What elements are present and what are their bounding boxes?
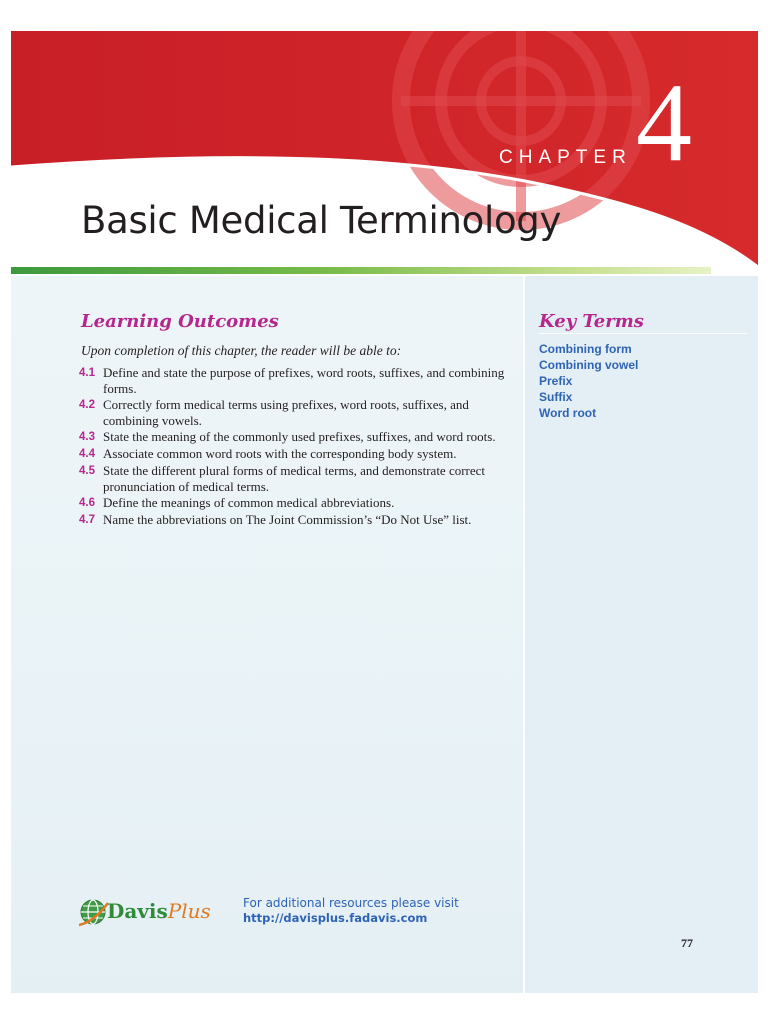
key-term: Prefix: [539, 374, 573, 388]
key-term: Combining form: [539, 342, 632, 356]
outcome-text: Define the meanings of common medical abbreviations.: [103, 495, 395, 510]
key-term: Word root: [539, 406, 597, 420]
key-terms-heading: Key Terms: [539, 311, 644, 332]
outcome-item: [79, 365, 509, 396]
outcome-item: [79, 446, 509, 462]
outcome-text: Correctly form medical terms using prefixes, word roots, suffixes, and combining vowels.: [103, 397, 469, 428]
learning-outcomes-heading: Learning Outcomes: [81, 311, 279, 332]
key-term: Suffix: [539, 390, 573, 404]
outcome-item: [79, 463, 509, 494]
key-term: Combining vowel: [539, 358, 639, 372]
outcome-item: [79, 429, 509, 445]
textbook-page: [11, 31, 758, 993]
outcome-text: State the different plural forms of medical terms, and demonstrate correct pronunciation of medical terms.: [103, 463, 486, 494]
globe-icon: [79, 895, 109, 929]
outcome-item: [79, 495, 509, 511]
outcome-number: 4.2: [79, 399, 95, 411]
key-terms-list: [539, 341, 638, 421]
title-underline-bar: [11, 267, 711, 274]
page-title: Basic Medical Terminology: [81, 199, 562, 242]
chapter-number: 4: [636, 61, 692, 185]
outcome-number: 4.4: [79, 448, 95, 460]
learning-outcomes-intro: Upon completion of this chapter, the reader will be able to:: [81, 343, 402, 358]
outcome-text: State the meaning of the commonly used prefixes, suffixes, and word roots.: [103, 429, 496, 444]
outcome-item: [79, 397, 509, 428]
chapter-label: CHAPTER: [499, 147, 632, 168]
outcome-number: 4.5: [79, 465, 95, 477]
resource-link[interactable]: http://davisplus.fadavis.com: [243, 911, 428, 925]
outcome-number: 4.3: [79, 431, 95, 443]
logo-plus: Plus: [167, 899, 211, 923]
logo-davis: Davis: [107, 899, 168, 923]
outcome-number: 4.6: [79, 497, 95, 509]
outcome-number: 4.1: [79, 367, 95, 379]
key-terms-divider: [539, 333, 747, 334]
page-number: 77: [681, 936, 693, 950]
learning-outcomes-list: [79, 365, 509, 529]
outcome-number: 4.7: [79, 514, 95, 526]
outcome-text: Name the abbreviations on The Joint Commission’s “Do Not Use” list.: [103, 512, 472, 527]
resource-text: For additional resources please visit: [243, 896, 459, 910]
davisplus-logo: [79, 893, 239, 933]
outcome-text: Define and state the purpose of prefixes, word roots, suffixes, and combining forms.: [103, 365, 505, 396]
outcome-item: [79, 512, 509, 528]
outcome-text: Associate common word roots with the corresponding body system.: [103, 446, 457, 461]
